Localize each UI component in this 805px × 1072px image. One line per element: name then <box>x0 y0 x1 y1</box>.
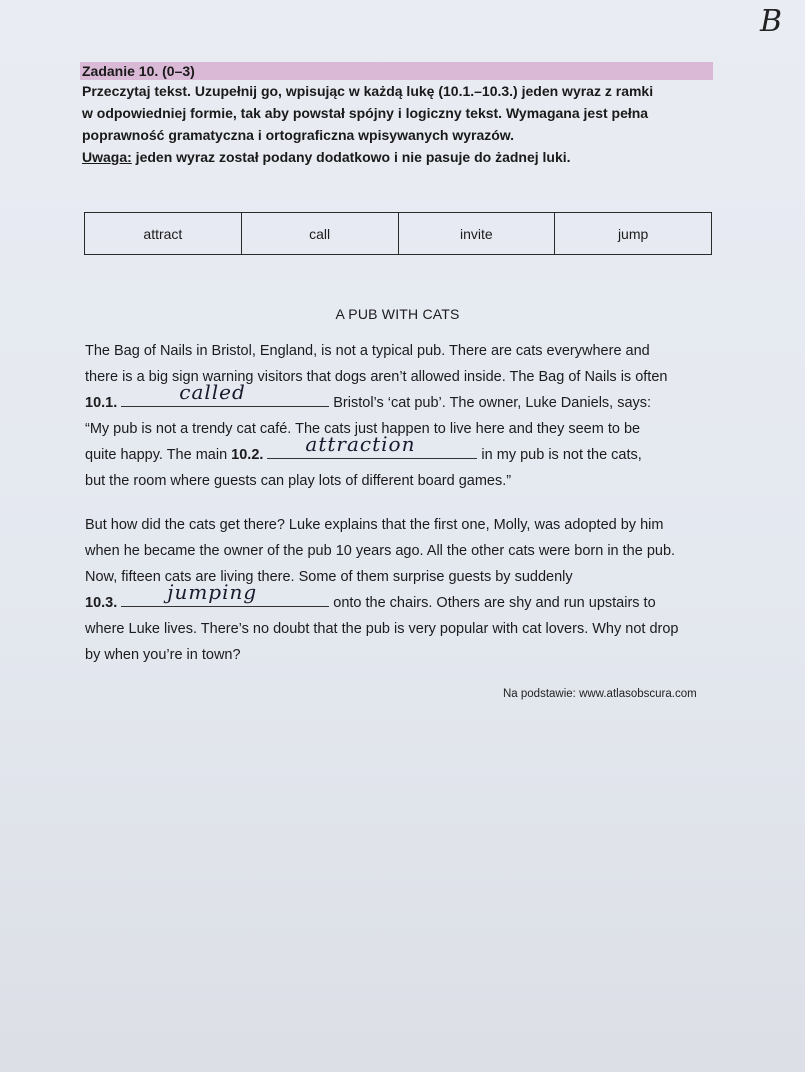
gap-10-2-input[interactable] <box>267 432 477 459</box>
text-line: “My pub is not a trendy cat café. The cats just happen to live here and they seem to be <box>85 421 641 437</box>
text-line: there is a big sign warning visitors that dogs aren’t allowed inside. The Bag of Nails is often <box>85 369 668 385</box>
text-line: Now, fifteen cats are living there. Some of them surprise guests by suddenly <box>85 569 573 585</box>
text-line: where Luke lives. There’s no doubt that the pub is very popular with cat lovers. Why not drop <box>85 621 679 637</box>
text-line-gap-10-3 <box>85 580 725 616</box>
paragraph-2 <box>85 512 725 668</box>
instruction-line: poprawność gramatyczna i ortograficzna wpisywanych wyrazów. <box>82 127 515 143</box>
text-line: but the room where guests can play lots of different board games.” <box>85 473 512 489</box>
text-line: when he became the owner of the pub 10 years ago. All the other cats were born in the pub. <box>85 543 676 559</box>
gap-10-3-input[interactable] <box>121 580 329 607</box>
word-box-cell-jump: jump <box>617 225 649 242</box>
text-line: But how did the cats get there? Luke explains that the first one, Molly, was adopted by him <box>85 517 664 533</box>
gap-label-10-3: 10.3. <box>85 595 118 611</box>
gap-10-1-input[interactable] <box>121 380 329 407</box>
source-citation: Na podstawie: www.atlasobscura.com <box>503 688 697 700</box>
text-title: A PUB WITH CATS <box>335 306 460 322</box>
task-instructions <box>82 80 722 168</box>
text-after-gap-10-3: onto the chairs. Others are shy and run upstairs to <box>333 595 656 611</box>
text-line-gap-10-1 <box>85 380 725 416</box>
word-box <box>84 212 712 255</box>
text-line: by when you’re in town? <box>85 647 241 663</box>
task-title: Zadanie 10. (0–3) <box>82 63 195 79</box>
instruction-line: Przeczytaj tekst. Uzupełnij go, wpisując w każdą lukę (10.1.–10.3.) jeden wyraz z ramki <box>82 83 654 99</box>
text-line-gap-10-2 <box>85 432 725 468</box>
note-label: Uwaga: <box>82 149 132 165</box>
instruction-note <box>82 146 722 168</box>
gap-10-3-answer: jumping <box>167 580 258 604</box>
gap-10-1-answer: called <box>179 380 246 404</box>
text-after-gap-10-2: in my pub is not the cats, <box>481 447 642 463</box>
handwritten-corner-mark: B <box>760 4 783 39</box>
note-text: jeden wyraz został podany dodatkowo i nie pasuje do żadnej luki. <box>131 149 571 165</box>
gap-10-2-answer: attraction <box>305 432 416 456</box>
text-before-gap-10-2: quite happy. The main <box>85 447 232 463</box>
gap-label-10-2: 10.2. <box>231 447 264 463</box>
gap-label-10-1: 10.1. <box>85 395 118 411</box>
text-after-gap-10-1: Bristol’s ‘cat pub’. The owner, Luke Daniels, says: <box>333 395 652 411</box>
paragraph-1 <box>85 338 725 494</box>
word-box-cell-call: call <box>242 213 399 254</box>
word-box-cell-invite: invite <box>399 213 556 254</box>
text-line: The Bag of Nails in Bristol, England, is not a typical pub. There are cats everywhere and <box>85 343 650 359</box>
instruction-line: w odpowiedniej formie, tak aby powstał spójny i logiczny tekst. Wymagana jest pełna <box>82 105 649 121</box>
word-box-cell-attract: attract <box>85 213 242 254</box>
